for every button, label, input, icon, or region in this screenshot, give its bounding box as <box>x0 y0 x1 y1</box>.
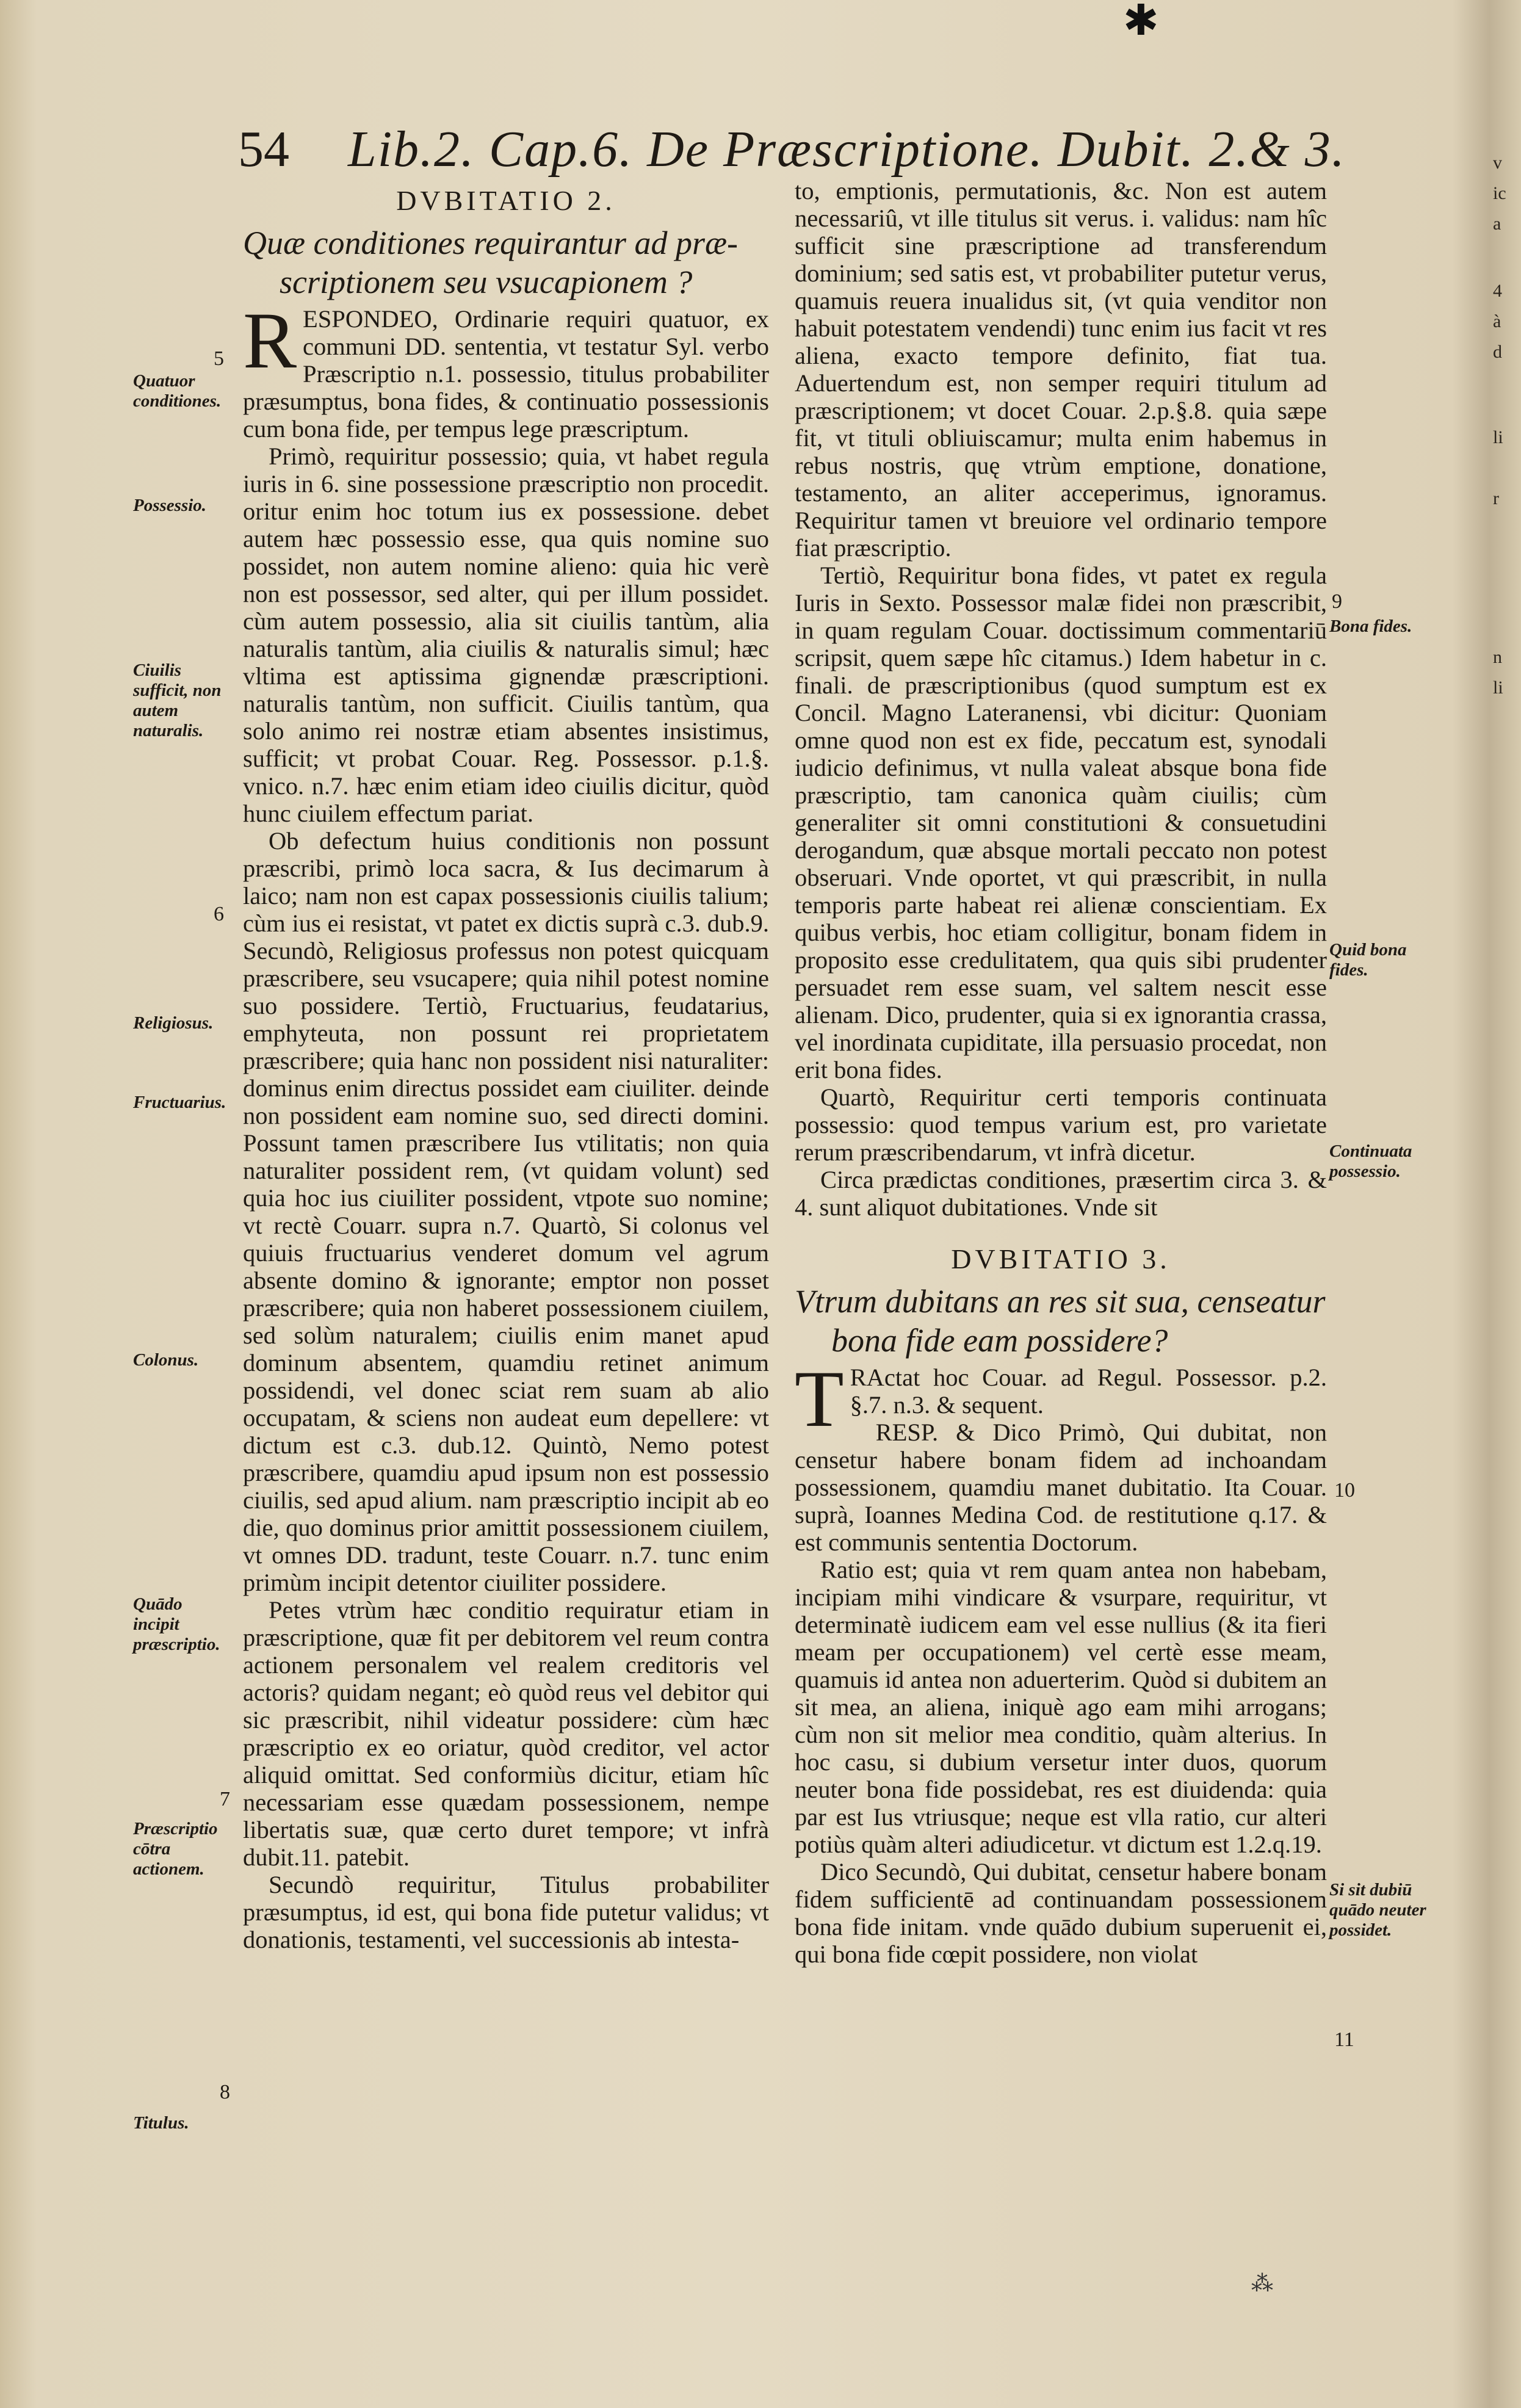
dubitatio-3-question <box>795 1282 1327 1360</box>
paragraph: Dico Secundò, Qui dubitat, censetur habere bonam fidem sufficientē ad continuandam possessionem bona fide initam. vnde quādo dubium superuenit ei, qui bona fide cœpit possidere, non violat <box>795 1858 1327 1968</box>
margin-note: Præscriptio cōtra actionem. <box>133 1819 218 1879</box>
margin-note: Fructuarius. <box>133 1093 226 1112</box>
margin-number: 8 <box>220 2081 230 2103</box>
question-line-1: Quæ conditiones requirantur ad præ- <box>243 225 739 261</box>
paragraph: RESP. & Dico Primò, Qui dubitat, non censetur habere bonam fidem ad inchoandam possessionem, quamdiu manet dubitatio. Ita Couar. suprà, Ioannes Medina Cod. de restitutione q.17. & est communis sententia Doctorum. <box>795 1419 1327 1556</box>
margin-number: 10 <box>1334 1479 1355 1502</box>
paragraph: Ratio est; quia vt rem quam antea non habebam, incipiam mihi vindicare & vsurpare, requiritur, vt determinatè iudicem eam vel esse nullius (& ita fieri meam per occupationem) vel certè esse meam, quamuis id antea non aduerterim. Quòd si dubitem an sit mea, an aliena, iniquè ago eam mihi arrogans; cùm non sit melior mea conditio, quàm alterius. In hoc casu, si dubium versetur inter duos, quorum neuter bona fide possidebat, res est diuidenda: quia par est Ius vtriusque; neque est vlla ratio, cur alteri potiùs quàm alteri adiudicetur. vt dictum est 1.2.q.19. <box>795 1556 1327 1858</box>
margin-number: 9 <box>1332 590 1342 613</box>
dubitatio-2-question <box>243 223 769 302</box>
margin-note: Quatuor conditiones. <box>133 371 222 411</box>
paragraph: Petes vtrùm hæc conditio requiratur etiam in præscriptione, quæ fit per debitorem vel reum contra actionem personalem vel realem creditoris vel actoris? quidam negant; eò quòd reus vel debitor qui sic præscribit, nihil videatur possidere: cùm hæc præscriptio ex eo oriatur, quòd creditor, vel actor aliquid omittat. Sed conformiùs dicitur, etiam hîc necessariam esse quædam possessionem, nempe libertatis suæ, quæ certo duret tempore; vt infrà dubit.11. patebit. <box>243 1596 769 1871</box>
edge-fragment: d <box>1493 342 1502 362</box>
paragraph <box>795 1354 1327 1444</box>
paragraph-text: RActat hoc Couar. ad Regul. Possessor. p.2. §.7. n.3. & sequent. <box>850 1364 1327 1419</box>
paragraph: Ob defectum huius conditionis non possunt præscribi, primò loca sacra, & Ius decimarum à laico; nam non est capax possessionis ciuilis talium; cùm ius ei resistat, vt patet ex dictis suprà c.3. dub.9. Secundò, Religiosus professus non potest quicquam præscribere, seu vsucapere; quia nihil potest nomine suo possidere. Tertiò, Fructuarius, feudatarius, emphyteuta, non possunt rei proprietatem præscribere; quia hanc non possident nisi naturaliter: dominus enim directus possidet eam ciuiliter. deinde non possident eam nomine suo, sed directi domini. Possunt tamen præscribere Ius vtilitatis; non quia naturaliter possident rem, (vt quidam volunt) sed quia hoc ius ciuiliter possident, vtpote suo nomine; vt rectè Couarr. supra n.7. Quartò, Si colonus vel quiuis fructuarius venderet domum vel agrum absente domino & ignorante; emptor non posset præscribere; quia non haberet possessionem ciuilem, sed solùm naturalem; ciuilis enim manet apud dominum absentem, quamdiu retinet animum possidendi, vel donec sciat rem suam ab alio occupatam, & sciens non audeat eum depellere: vt dictum est c.3. dub.12. Quintò, Nemo potest præscribere, quamdiu apud ipsum non est possessio ciuilis, sed apud alium. nam præscriptio incipit ab eo die, quo dominus prior amittit possessionem ciuilem, vt omnes DD. tradunt, teste Couarr. n.7. tunc enim primùm incipit detentor ciuiliter possidere. <box>243 827 769 1596</box>
edge-fragment: li <box>1493 427 1503 447</box>
edge-fragment: r <box>1493 488 1499 508</box>
margin-number: 6 <box>214 903 224 925</box>
edge-fragment: li <box>1493 678 1503 698</box>
page-number: 54 <box>238 121 289 178</box>
paragraph: Circa prædictas conditiones, præsertim circa 3. & 4. sunt aliquot dubitationes. Vnde sit <box>795 1166 1327 1221</box>
question-line-2: scriptionem seu vsucapionem ? <box>280 264 693 300</box>
paragraph: Tertiò, Requiritur bona fides, vt patet ex regula Iuris in Sexto. Possessor malæ fidei non præscribit, in quam regulam Couar. doctissimum commentariū scripsit, quem sæpe hîc citamus.) Idem habetur in c. finali. de præscriptionibus (quod sumptum est ex Concil. Magno Lateranensi, vbi dicitur: Quoniam omne quod non est ex fide, peccatum est, synodali iudicio definimus, vt nulla valeat absque bona fide præscriptio, tam canonica quàm ciuilis; cùm generaliter sit omni constitutioni & consuetudini derogandum, quæ absque mortali peccato non potest obseruari. Vnde oportet, vt qui præscribit, in nulla temporis parte habeat rei alienæ conscientiam. Ex quibus verbis, hoc etiam colligitur, bonam fidem in proposito esse credulitatem, qua quis sibi prudenter persuadet rem esse suam, vel saltem nescit esse alienam. Dico, prudenter, quia si ex ignorantia crassa, vel inordinata cupiditate, illa persuasio procedat, non erit bona fides. <box>795 562 1327 1083</box>
left-column <box>243 183 769 1953</box>
margin-number: 7 <box>220 1788 230 1810</box>
dubitatio-2-title: DVBITATIO 2. <box>396 185 616 216</box>
running-title: Lib.2. Cap.6. De Præscriptione. Dubit. 2.& 3. <box>348 121 1346 178</box>
margin-note: Continuata possessio. <box>1329 1141 1412 1181</box>
margin-note: Titulus. <box>133 2113 189 2133</box>
edge-fragment: à <box>1493 311 1501 331</box>
edge-fragment: 4 <box>1493 281 1502 301</box>
edge-fragment: a <box>1493 214 1501 234</box>
margin-note: Religiosus. <box>133 1013 214 1033</box>
margin-note: Quid bona fides. <box>1329 940 1407 980</box>
margin-note: Possessio. <box>133 496 207 515</box>
paragraph-text: ESPONDEO, Ordinarie requiri quatuor, ex communi DD. sententia, vt testatur Syl. verbo Præscriptio n.1. possessio, titulus probabiliter præsumptus, bona fides, & continuatio possessionis cum bona fide, per tempus lege præscriptum. <box>243 305 769 443</box>
margin-number: 5 <box>214 347 224 370</box>
margin-note: Quādo incipit præscriptio. <box>133 1594 220 1654</box>
paragraph: Primò, requiritur possessio; quia, vt habet regula iuris in 6. sine possessione præscriptio non procedit. oritur enim hoc totum ius ex possessione. debet autem hæc possessio esse, qua quis nomine suo possidet, non autem nomine alieno: quia hic verè non est possessor, sed alter, qui per illum possidet. cùm autem possessio, alia sit ciuilis tantùm, alia naturalis tantùm, alia ciuilis & naturalis simul; hæc vltima est aptissima gignendæ præscriptioni. naturalis tantùm, non sufficit. Ciuilis tantùm, qua solo animo rei nostræ etiam absentes insistimus, sufficit; vt probat Couar. Reg. Possessor. p.1.§. vnico. n.7. hæc enim etiam ideo ciuilis dicitur, quòd hunc ciuilem effectum pariat. <box>243 443 769 827</box>
edge-fragment: v <box>1493 153 1502 173</box>
dubitatio-3-title: DVBITATIO 3. <box>951 1243 1171 1275</box>
paragraph: to, emptionis, permutationis, &c. Non est autem necessariû, vt ille titulus sit verus. i. validus: nam hîc sufficit sine præscriptione ad transferendum dominium; sed satis est, vt probabiliter putetur verus, quamuis reuera inualidus sit, (vt quia venditor non habuit potestatem vendendi) tunc enim ius facit vt res aliena, exacto tempore definito, fiat tua. Aduertendum est, non semper requiri titulum ad præscriptionem; vt docet Couar. 2.p.§.8. quia sæpe fit, vt tituli obliuiscamur; multa enim habemus in rebus nostris, quę vtrùm emptione, donatione, testamento, an aliter acceperimus, ignoramus. Requiritur tamen vt breuiore vel ordinario tempore fiat præscriptio. <box>795 177 1327 562</box>
margin-note: Si sit dubiū quādo neuter possidet. <box>1329 1880 1426 1940</box>
margin-note: Bona fides. <box>1329 616 1412 636</box>
paragraph: Secundò requiritur, Titulus probabiliter præsumptus, id est, qui bona fide putetur validus; vt donationis, testamenti, vel successionis ab intesta- <box>243 1871 769 1953</box>
drop-cap: R <box>243 295 297 385</box>
running-header <box>238 116 1346 183</box>
edge-fragment: ic <box>1493 183 1506 203</box>
paragraph: Quartò, Requiritur certi temporis continuata possessio: quod tempus varium est, pro varietate rerum præscribendarum, vt infrà dicetur. <box>795 1083 1327 1166</box>
margin-note: Colonus. <box>133 1350 199 1370</box>
ornament-icon: ✱ <box>1123 0 1159 45</box>
paragraph <box>243 295 769 443</box>
edge-fragment: n <box>1493 647 1502 667</box>
right-column <box>795 177 1327 1968</box>
bottom-mark-icon: ⁂ <box>1251 2271 1273 2296</box>
question-line-1: Vtrum dubitans an res sit sua, censeatur <box>795 1283 1326 1320</box>
margin-note: Ciuilis sufficit, non autem naturalis. <box>133 660 222 740</box>
question-line-2: bona fide eam possidere? <box>831 1322 1168 1359</box>
drop-cap: T <box>795 1354 844 1444</box>
margin-number: 11 <box>1334 2028 1354 2051</box>
